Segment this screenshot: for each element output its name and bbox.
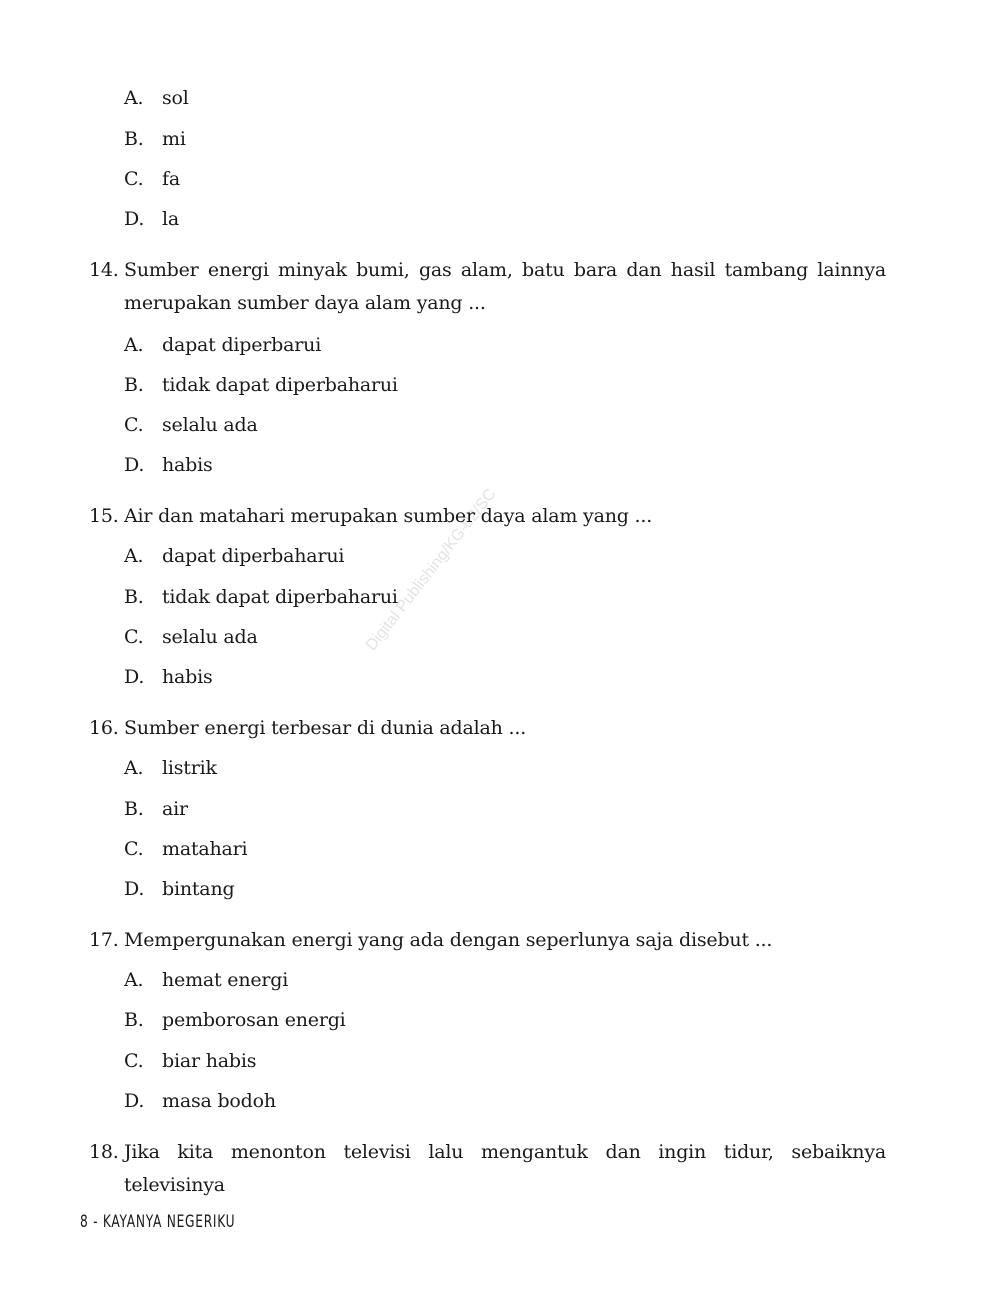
option-letter: D. <box>124 454 145 476</box>
question-16 <box>89 712 886 745</box>
q17-option-c <box>124 1049 256 1073</box>
option-letter: C. <box>124 1050 144 1072</box>
q14-option-a <box>124 333 321 357</box>
option-letter: A. <box>124 969 144 991</box>
option-text: masa bodoh <box>162 1090 276 1112</box>
question-number: 16. <box>89 717 119 739</box>
option-text: dapat diperbaharui <box>162 545 345 567</box>
option-letter: D. <box>124 666 145 688</box>
option-letter: A. <box>124 757 144 779</box>
question-text: Sumber energi minyak bumi, gas alam, batu bara dan hasil tambang lainnya merupakan sumber daya alam yang ... <box>124 259 886 314</box>
question-number: 18. <box>89 1141 119 1163</box>
q14-option-d <box>124 453 213 477</box>
option-text: tidak dapat diperbaharui <box>162 374 398 396</box>
option-text: tidak dapat diperbaharui <box>162 586 398 608</box>
question-14 <box>89 254 886 320</box>
option-letter: B. <box>124 128 144 150</box>
option-letter: D. <box>124 1090 145 1112</box>
option-letter: C. <box>124 414 144 436</box>
option-text: selalu ada <box>162 414 258 436</box>
option-letter: B. <box>124 374 144 396</box>
option-letter: C. <box>124 838 144 860</box>
q17-option-d <box>124 1089 276 1113</box>
option-text: pemborosan energi <box>162 1009 346 1031</box>
option-text: matahari <box>162 838 248 860</box>
option-letter: B. <box>124 798 144 820</box>
question-number: 17. <box>89 929 119 951</box>
prev-option-a <box>124 86 189 110</box>
option-text: habis <box>162 454 213 476</box>
prev-option-d <box>124 207 179 231</box>
option-letter: A. <box>124 334 144 356</box>
option-text: mi <box>162 128 186 150</box>
option-text: listrik <box>162 757 217 779</box>
q14-option-b <box>124 373 398 397</box>
option-text: hemat energi <box>162 969 289 991</box>
q16-option-d <box>124 877 234 901</box>
option-text: habis <box>162 666 213 688</box>
option-letter: C. <box>124 168 144 190</box>
option-letter: B. <box>124 586 144 608</box>
prev-option-b <box>124 127 186 151</box>
q15-option-c <box>124 625 258 649</box>
question-number: 15. <box>89 505 119 527</box>
option-letter: D. <box>124 208 145 230</box>
q14-option-c <box>124 413 258 437</box>
q16-option-a <box>124 756 217 780</box>
question-17 <box>89 924 886 957</box>
option-letter: B. <box>124 1009 144 1031</box>
option-text: la <box>162 208 180 230</box>
question-18 <box>89 1136 886 1202</box>
option-text: dapat diperbarui <box>162 334 322 356</box>
question-15 <box>89 500 886 533</box>
question-number: 14. <box>89 259 119 281</box>
option-letter: A. <box>124 87 144 109</box>
question-text: Air dan matahari merupakan sumber daya alam yang ... <box>124 505 653 527</box>
option-text: fa <box>162 168 180 190</box>
option-text: selalu ada <box>162 626 258 648</box>
q15-option-d <box>124 665 213 689</box>
option-text: bintang <box>162 878 235 900</box>
option-text: air <box>162 798 188 820</box>
q17-option-a <box>124 968 288 992</box>
question-text: Mempergunakan energi yang ada dengan seperlunya saja disebut ... <box>124 929 773 951</box>
q15-option-a <box>124 544 344 568</box>
q16-option-c <box>124 837 247 861</box>
option-letter: C. <box>124 626 144 648</box>
question-text: Jika kita menonton televisi lalu mengantuk dan ingin tidur, sebaiknya televisinya <box>124 1141 886 1196</box>
watermark: Digital Publishing/KG-02/SC <box>362 485 500 654</box>
page-footer: 8 - KAYANYA NEGERIKU <box>80 1212 236 1232</box>
q15-option-b <box>124 585 398 609</box>
q16-option-b <box>124 797 188 821</box>
prev-option-c <box>124 167 180 191</box>
option-letter: D. <box>124 878 145 900</box>
question-text: Sumber energi terbesar di dunia adalah ... <box>124 717 527 739</box>
option-text: sol <box>162 87 189 109</box>
option-letter: A. <box>124 545 144 567</box>
option-text: biar habis <box>162 1050 257 1072</box>
q17-option-b <box>124 1008 346 1032</box>
